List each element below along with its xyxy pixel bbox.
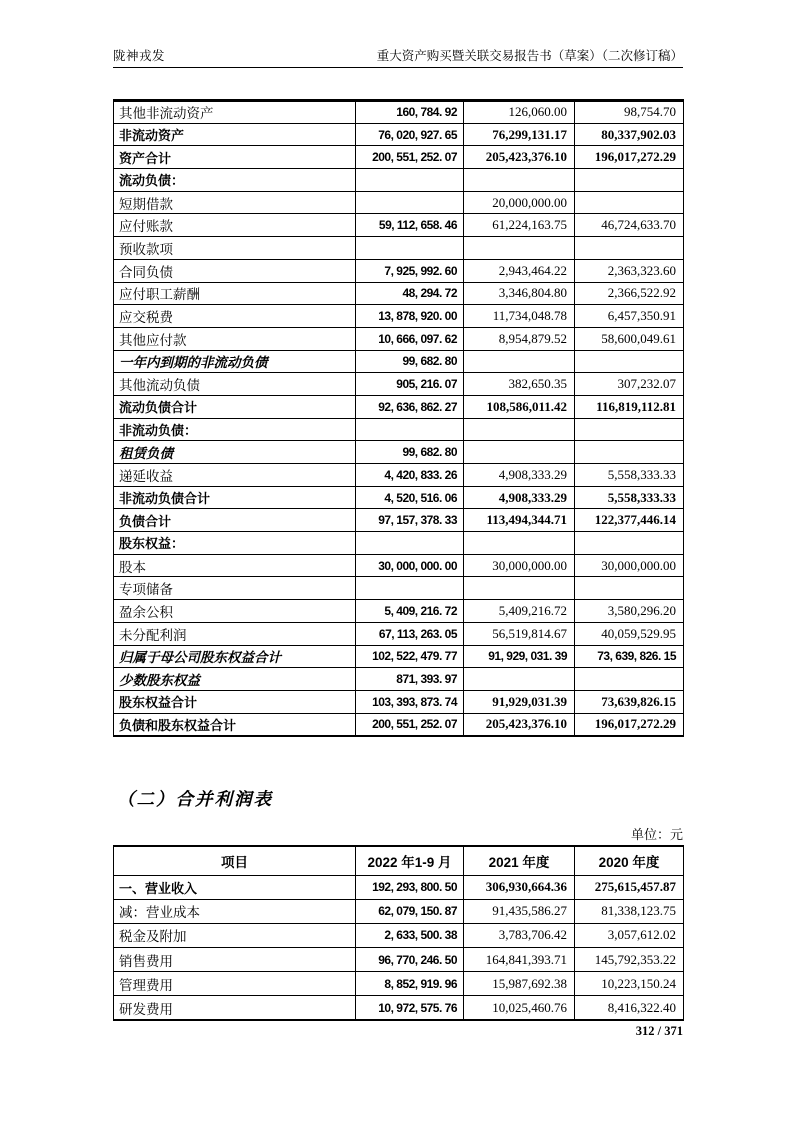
value-2021: 205,423,376.10 [464, 146, 575, 169]
header-2020-column: 2020 年度 [575, 846, 684, 875]
value-2021: 11,734,048.78 [464, 305, 575, 328]
value-2020: 58,600,049.61 [575, 327, 684, 350]
value-2022: 10, 972, 575. 76 [356, 996, 464, 1020]
value-2022: 30, 000, 000. 00 [356, 554, 464, 577]
report-title: 重大资产购买暨关联交易报告书（草案）（二次修订稿） [376, 49, 683, 63]
table-row [114, 350, 684, 373]
value-2022: 4, 420, 833. 26 [356, 464, 464, 487]
row-label: 非流动资产 [114, 123, 356, 146]
value-2020 [575, 191, 684, 214]
unit-label: 单位：元 [630, 827, 683, 842]
table-row [114, 622, 684, 645]
table-row [114, 237, 684, 260]
value-2021: 4,908,333.29 [464, 464, 575, 487]
value-2020 [575, 237, 684, 260]
value-2021 [464, 350, 575, 373]
row-label: 一、营业收入 [114, 875, 356, 899]
value-2021: 4,908,333.29 [464, 486, 575, 509]
row-label: 应交税费 [114, 305, 356, 328]
value-2022: 59, 112, 658. 46 [356, 214, 464, 237]
value-2022: 2, 633, 500. 38 [356, 923, 464, 947]
table-row [114, 577, 684, 600]
row-label: 负债和股东权益合计 [114, 713, 356, 736]
value-2022: 48, 294. 72 [356, 282, 464, 305]
value-2022 [356, 191, 464, 214]
row-label: 盈余公积 [114, 600, 356, 623]
value-2022: 99, 682. 80 [356, 441, 464, 464]
value-2022 [356, 169, 464, 192]
row-label: 税金及附加 [114, 923, 356, 947]
value-2020: 10,223,150.24 [575, 972, 684, 996]
value-2021: 164,841,393.71 [464, 948, 575, 972]
value-2022: 8, 852, 919. 96 [356, 972, 464, 996]
page-number: 312 / 371 [635, 1024, 683, 1038]
value-2022: 102, 522, 479. 77 [356, 645, 464, 668]
table-row [114, 996, 684, 1020]
table-row [114, 668, 684, 691]
value-2021: 306,930,664.36 [464, 875, 575, 899]
value-2021: 8,954,879.52 [464, 327, 575, 350]
section-heading: （二）合并利润表 [117, 789, 273, 809]
value-2021: 91,929,031.39 [464, 690, 575, 713]
table-row [114, 373, 684, 396]
value-2022: 160, 784. 92 [356, 101, 464, 124]
value-2021: 3,346,804.80 [464, 282, 575, 305]
header-2022-column: 2022 年1-9 月 [356, 846, 464, 875]
row-label: 资产合计 [114, 146, 356, 169]
table-row [114, 464, 684, 487]
value-2021: 15,987,692.38 [464, 972, 575, 996]
table-row [114, 899, 684, 923]
value-2021: 20,000,000.00 [464, 191, 575, 214]
value-2022: 200, 551, 252. 07 [356, 146, 464, 169]
value-2020 [575, 532, 684, 555]
value-2020 [575, 441, 684, 464]
table-row [114, 554, 684, 577]
value-2021: 76,299,131.17 [464, 123, 575, 146]
value-2021 [464, 532, 575, 555]
row-label: 应付职工薪酬 [114, 282, 356, 305]
value-2020: 73,639,826.15 [575, 690, 684, 713]
value-2021: 10,025,460.76 [464, 996, 575, 1020]
income-statement-table [113, 845, 684, 1021]
value-2020 [575, 418, 684, 441]
value-2021: 3,783,706.42 [464, 923, 575, 947]
table-row [114, 645, 684, 668]
table-row [114, 169, 684, 192]
row-label: 股本 [114, 554, 356, 577]
table-row [114, 713, 684, 736]
value-2020: 122,377,446.14 [575, 509, 684, 532]
table-row [114, 972, 684, 996]
value-2022: 905, 216. 07 [356, 373, 464, 396]
row-label: 股东权益合计 [114, 690, 356, 713]
value-2021: 108,586,011.42 [464, 395, 575, 418]
value-2020 [575, 169, 684, 192]
value-2022 [356, 237, 464, 260]
value-2021: 61,224,163.75 [464, 214, 575, 237]
header-2021-column: 2021 年度 [464, 846, 575, 875]
value-2022: 103, 393, 873. 74 [356, 690, 464, 713]
value-2020: 6,457,350.91 [575, 305, 684, 328]
table-row [114, 282, 684, 305]
row-label: 股东权益： [114, 532, 356, 555]
value-2022: 96, 770, 246. 50 [356, 948, 464, 972]
table-row [114, 327, 684, 350]
value-2020: 3,057,612.02 [575, 923, 684, 947]
row-label: 非流动负债： [114, 418, 356, 441]
row-label: 专项储备 [114, 577, 356, 600]
value-2020: 73, 639, 826. 15 [575, 645, 684, 668]
row-label: 短期借款 [114, 191, 356, 214]
value-2022: 99, 682. 80 [356, 350, 464, 373]
table-row [114, 305, 684, 328]
row-label: 少数股东权益 [114, 668, 356, 691]
value-2020: 116,819,112.81 [575, 395, 684, 418]
row-label: 流动负债合计 [114, 395, 356, 418]
value-2020: 40,059,529.95 [575, 622, 684, 645]
value-2021 [464, 441, 575, 464]
table-row [114, 690, 684, 713]
row-label: 研发费用 [114, 996, 356, 1020]
row-label: 租赁负债 [114, 441, 356, 464]
row-label: 预收款项 [114, 237, 356, 260]
table-row [114, 948, 684, 972]
table-row [114, 441, 684, 464]
value-2020: 145,792,353.22 [575, 948, 684, 972]
row-label: 负债合计 [114, 509, 356, 532]
value-2021: 113,494,344.71 [464, 509, 575, 532]
value-2021: 91,435,586.27 [464, 899, 575, 923]
value-2021 [464, 577, 575, 600]
company-name: 陇神戎发 [113, 49, 166, 63]
value-2021: 5,409,216.72 [464, 600, 575, 623]
row-label: 合同负债 [114, 259, 356, 282]
value-2021 [464, 668, 575, 691]
table-row [114, 600, 684, 623]
value-2021: 382,650.35 [464, 373, 575, 396]
row-label: 流动负债： [114, 169, 356, 192]
value-2022: 62, 079, 150. 87 [356, 899, 464, 923]
table-row [114, 875, 684, 899]
row-label: 其他应付款 [114, 327, 356, 350]
value-2020: 5,558,333.33 [575, 464, 684, 487]
table-row [114, 101, 684, 124]
value-2020: 2,366,522.92 [575, 282, 684, 305]
balance-sheet-table [113, 99, 684, 737]
table-row [114, 191, 684, 214]
row-label: 其他流动负债 [114, 373, 356, 396]
row-label: 应付账款 [114, 214, 356, 237]
value-2021 [464, 169, 575, 192]
value-2022: 97, 157, 378. 33 [356, 509, 464, 532]
page-header [113, 46, 683, 68]
table-row [114, 123, 684, 146]
row-label: 管理费用 [114, 972, 356, 996]
value-2022 [356, 577, 464, 600]
table-row [114, 923, 684, 947]
table-row [114, 418, 684, 441]
row-label: 未分配利润 [114, 622, 356, 645]
value-2022 [356, 532, 464, 555]
value-2022: 76, 020, 927. 65 [356, 123, 464, 146]
value-2020: 3,580,296.20 [575, 600, 684, 623]
row-label: 归属于母公司股东权益合计 [114, 645, 356, 668]
value-2022 [356, 418, 464, 441]
value-2020 [575, 577, 684, 600]
value-2020 [575, 350, 684, 373]
value-2020 [575, 668, 684, 691]
value-2022: 192, 293, 800. 50 [356, 875, 464, 899]
value-2021: 30,000,000.00 [464, 554, 575, 577]
value-2020: 8,416,322.40 [575, 996, 684, 1020]
row-label: 销售费用 [114, 948, 356, 972]
value-2020: 46,724,633.70 [575, 214, 684, 237]
value-2020: 30,000,000.00 [575, 554, 684, 577]
table-row [114, 259, 684, 282]
table-row [114, 532, 684, 555]
value-2022: 10, 666, 097. 62 [356, 327, 464, 350]
row-label: 其他非流动资产 [114, 101, 356, 124]
value-2020: 307,232.07 [575, 373, 684, 396]
value-2020: 5,558,333.33 [575, 486, 684, 509]
value-2022: 67, 113, 263. 05 [356, 622, 464, 645]
value-2020: 196,017,272.29 [575, 146, 684, 169]
value-2022: 200, 551, 252. 07 [356, 713, 464, 736]
value-2020: 275,615,457.87 [575, 875, 684, 899]
value-2021 [464, 418, 575, 441]
value-2021: 2,943,464.22 [464, 259, 575, 282]
value-2022: 871, 393. 97 [356, 668, 464, 691]
value-2021 [464, 237, 575, 260]
row-label: 非流动负债合计 [114, 486, 356, 509]
row-label: 减：营业成本 [114, 899, 356, 923]
value-2022: 7, 925, 992. 60 [356, 259, 464, 282]
value-2020: 81,338,123.75 [575, 899, 684, 923]
table-row [114, 509, 684, 532]
row-label: 一年内到期的非流动负债 [114, 350, 356, 373]
value-2020: 80,337,902.03 [575, 123, 684, 146]
value-2020: 98,754.70 [575, 101, 684, 124]
value-2021: 126,060.00 [464, 101, 575, 124]
value-2022: 4, 520, 516. 06 [356, 486, 464, 509]
value-2021: 205,423,376.10 [464, 713, 575, 736]
value-2022: 13, 878, 920. 00 [356, 305, 464, 328]
table-row [114, 486, 684, 509]
row-label: 递延收益 [114, 464, 356, 487]
table-row [114, 146, 684, 169]
income-table-header-row [114, 846, 684, 875]
value-2021: 91, 929, 031. 39 [464, 645, 575, 668]
value-2020: 2,363,323.60 [575, 259, 684, 282]
value-2022: 92, 636, 862. 27 [356, 395, 464, 418]
value-2022: 5, 409, 216. 72 [356, 600, 464, 623]
table-row [114, 214, 684, 237]
header-item-column: 项目 [114, 846, 356, 875]
table-row [114, 395, 684, 418]
value-2021: 56,519,814.67 [464, 622, 575, 645]
value-2020: 196,017,272.29 [575, 713, 684, 736]
